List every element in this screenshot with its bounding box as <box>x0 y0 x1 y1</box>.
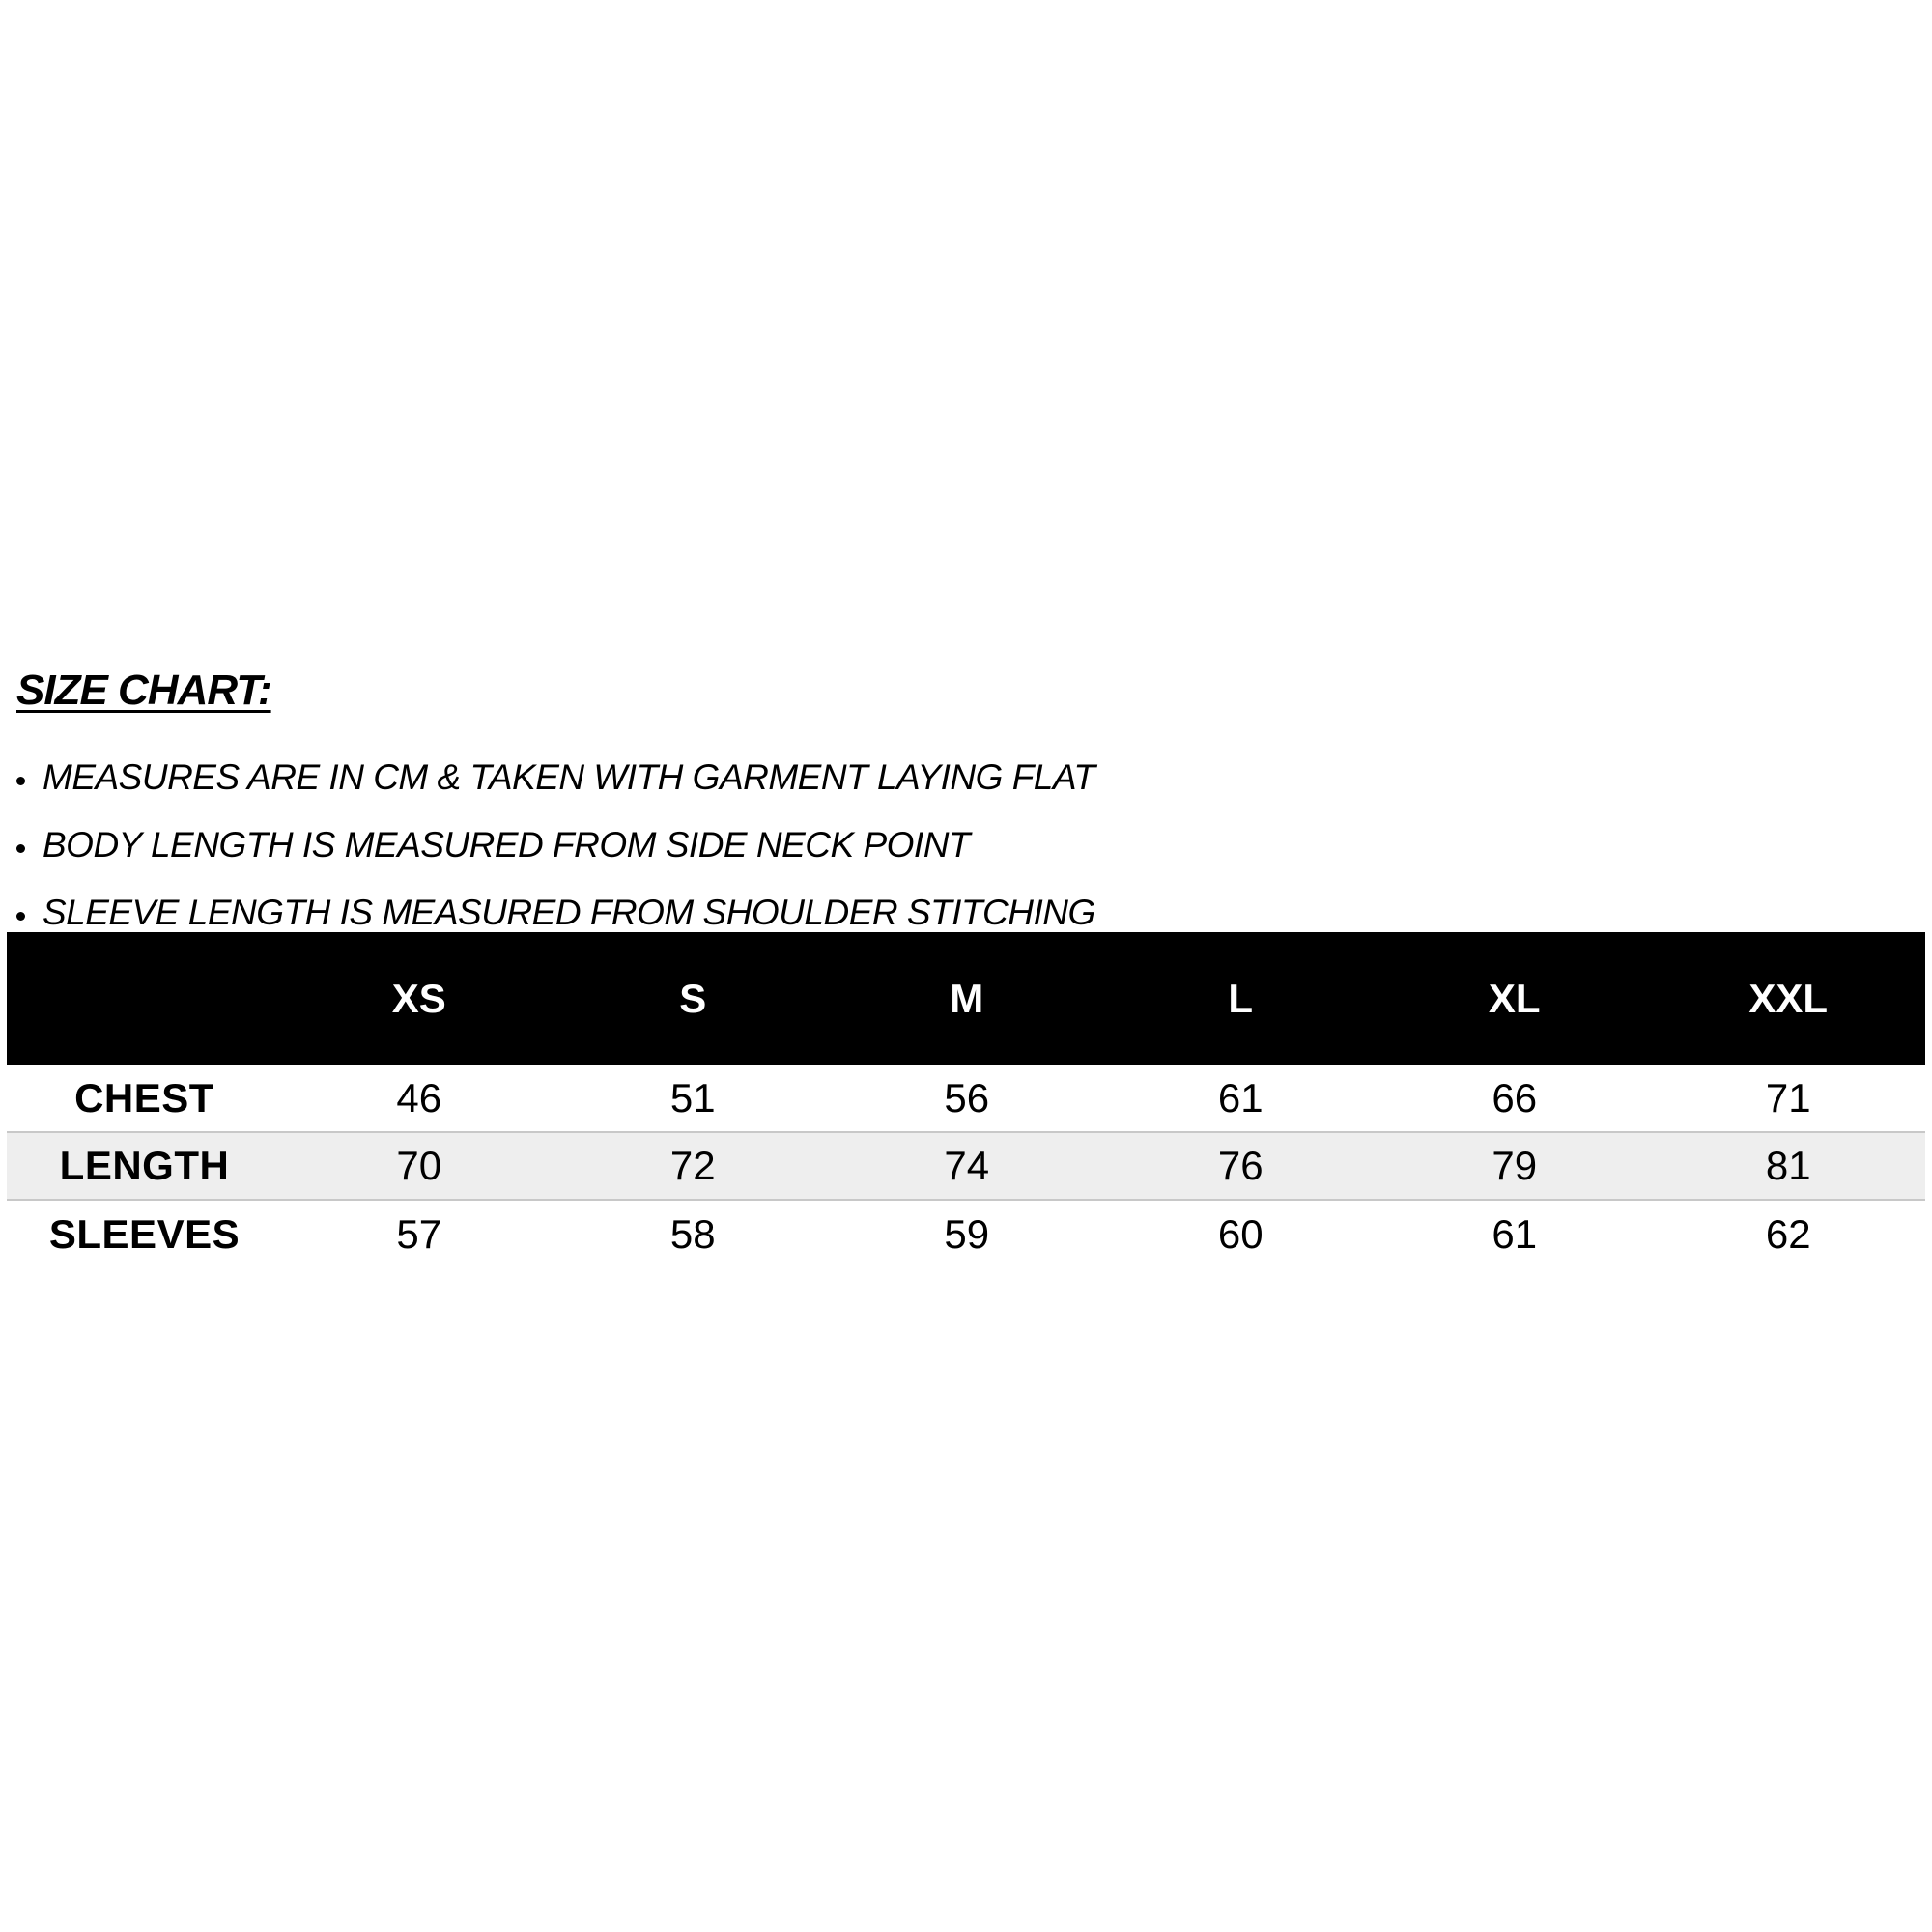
table-cell: 76 <box>1104 1132 1378 1200</box>
measurement-notes <box>16 744 1095 947</box>
table-cell: 58 <box>556 1200 831 1267</box>
note-text: SLEEVE LENGTH IS MEASURED FROM SHOULDER STITCHING <box>43 893 1095 932</box>
table-cell: 79 <box>1378 1132 1652 1200</box>
size-header-m: M <box>950 975 984 1021</box>
note-text: MEASURES ARE IN CM & TAKEN WITH GARMENT LAYING FLAT <box>43 757 1095 797</box>
table-row-chest <box>7 1065 1925 1132</box>
size-chart-title: SIZE CHART: <box>16 667 271 714</box>
size-header-l: L <box>1228 975 1254 1021</box>
size-header-s: S <box>679 975 707 1021</box>
size-header-xs: XS <box>391 975 446 1021</box>
table-cell: 59 <box>830 1200 1104 1267</box>
table-row-length <box>7 1132 1925 1200</box>
size-header-row <box>7 932 1925 1065</box>
bullet-icon <box>16 844 25 853</box>
table-cell: 66 <box>1492 1074 1538 1121</box>
table-cell: 57 <box>282 1200 556 1267</box>
note-item <box>16 811 1095 879</box>
table-row-sleeves <box>7 1200 1925 1267</box>
table-cell: 61 <box>1378 1200 1652 1267</box>
table-cell: 72 <box>556 1132 831 1200</box>
table-cell: 46 <box>396 1074 442 1121</box>
table-cell: 74 <box>830 1132 1104 1200</box>
table-cell: 61 <box>1217 1074 1264 1121</box>
bullet-icon <box>16 912 25 921</box>
note-text: BODY LENGTH IS MEASURED FROM SIDE NECK POINT <box>43 825 971 865</box>
row-label: CHEST <box>74 1074 214 1121</box>
table-cell: 62 <box>1652 1200 1926 1267</box>
table-cell: 51 <box>669 1074 716 1121</box>
size-table <box>7 932 1925 1267</box>
corner-cell <box>7 932 282 1065</box>
table-cell: 60 <box>1104 1200 1378 1267</box>
size-header-xl: XL <box>1488 975 1541 1021</box>
bullet-icon <box>16 777 25 785</box>
row-label: SLEEVES <box>7 1200 282 1267</box>
table-cell: 81 <box>1652 1132 1926 1200</box>
table-cell: 70 <box>282 1132 556 1200</box>
size-header-xxl: XXL <box>1748 975 1829 1021</box>
row-label: LENGTH <box>7 1132 282 1200</box>
table-cell: 71 <box>1765 1074 1811 1121</box>
note-item <box>16 744 1095 811</box>
table-cell: 56 <box>944 1074 990 1121</box>
